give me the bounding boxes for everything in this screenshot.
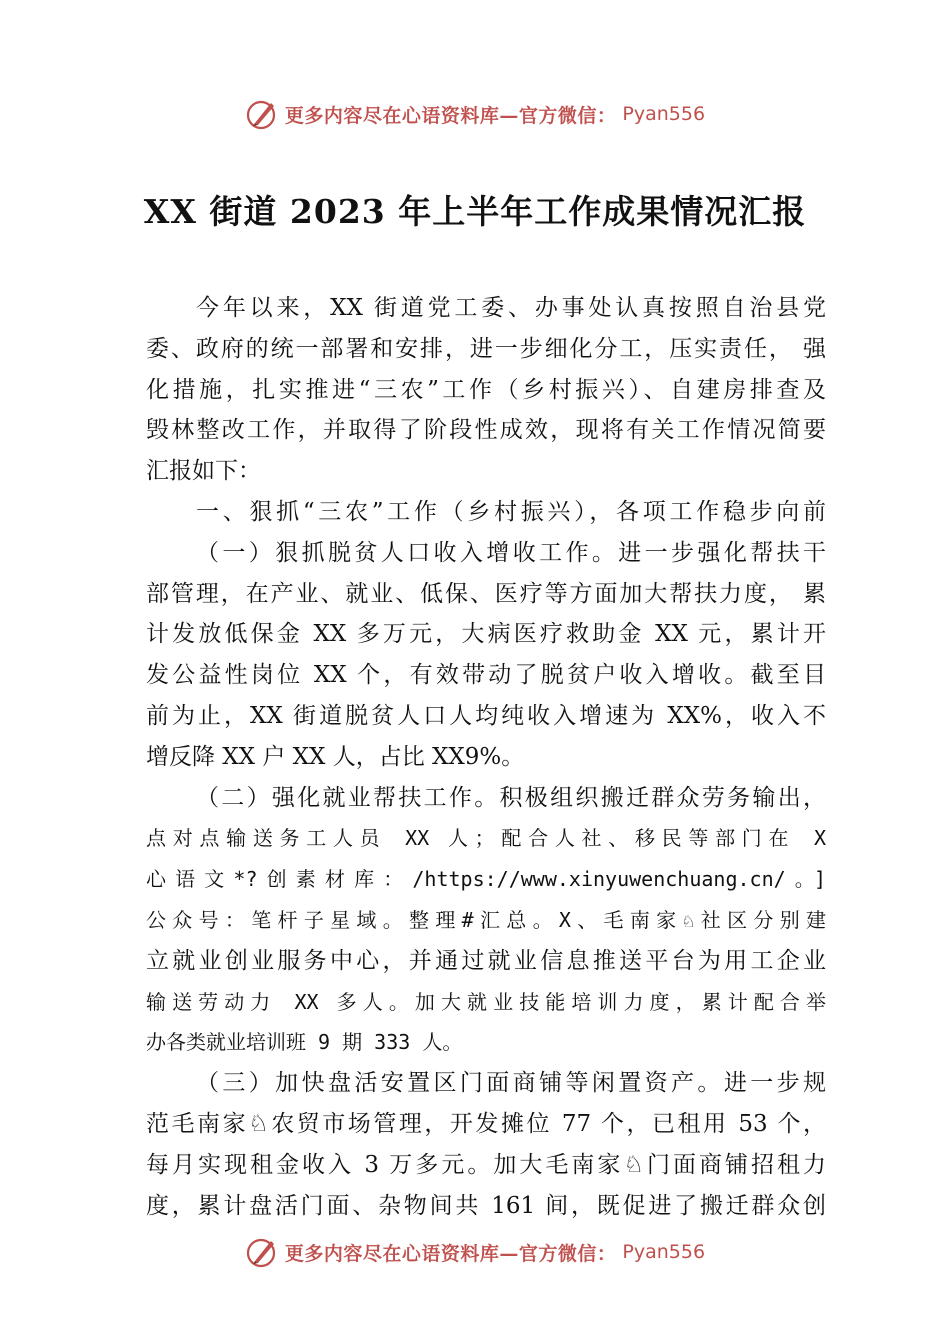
body-text-line: 化措施，扎实推进“三农”工作（乡村振兴）、自建房排查及 bbox=[146, 376, 826, 403]
body-text-line: 立就业创业服务中心，并通过就业信息推送平台为用工企业 bbox=[146, 947, 826, 974]
body-text-line: 每月实现租金收入 3 万多元。加大毛南家♘门面商铺招租力 bbox=[146, 1151, 826, 1178]
body-text-line: 发公益性岗位 XX 个，有效带动了脱贫户收入增收。截至目 bbox=[146, 662, 826, 689]
body-text-line: 部管理，在产业、就业、低保、医疗等方面加大帮扶力度， 累 bbox=[146, 580, 826, 607]
banner-text: 更多内容尽在心语资料库—官方微信： bbox=[284, 104, 617, 127]
header-watermark-banner bbox=[0, 94, 950, 134]
body-text-line: 一、狠抓“三农”工作（乡村振兴），各项工作稳步向前 bbox=[196, 498, 826, 525]
footer-watermark-banner bbox=[0, 1232, 950, 1272]
banner-text: 更多内容尽在心语资料库—官方微信： bbox=[284, 1242, 617, 1265]
body-text-line: 办各类就业培训班 9 期 333 人。 bbox=[146, 1030, 463, 1055]
body-text-line: 委、政府的统一部署和安排，进一步细化分工，压实责任， 强 bbox=[146, 335, 826, 362]
body-text-line: 心语文*?创素材库：/https://www.xinyuwenchuang.cn/。] bbox=[146, 867, 826, 892]
document-body bbox=[146, 288, 826, 1226]
pen-logo-icon bbox=[245, 1235, 279, 1269]
body-text-line: 毁林整改工作，并取得了阶段性成效，现将有关工作情况简要 bbox=[146, 417, 826, 444]
body-text-line: （二）强化就业帮扶工作。积极组织搬迁群众劳务输出， bbox=[196, 784, 826, 811]
body-text-line: （一）狠抓脱贫人口收入增收工作。进一步强化帮扶干 bbox=[196, 539, 826, 566]
body-text-line: 公众号：笔杆子星域。整理#汇总。X、毛南家♘社区分别建 bbox=[146, 907, 826, 932]
banner-wechat-id: Pyan556 bbox=[622, 1241, 706, 1263]
body-text-line: 计发放低保金 XX 多万元，大病医疗救助金 XX 元，累计开 bbox=[146, 621, 826, 648]
body-text-line: 增反降 XX 户 XX 人，占比 XX9%。 bbox=[146, 743, 525, 770]
body-text-line: 前为止，XX 街道脱贫人口人均纯收入增速为 XX%，收入不 bbox=[146, 702, 826, 729]
body-text-line: （三）加快盘活安置区门面商铺等闲置资产。进一步规 bbox=[196, 1070, 826, 1097]
pen-logo-icon bbox=[245, 97, 279, 131]
body-text-line: 点对点输送务工人员 XX 人；配合人社、移民等部门在 X bbox=[146, 826, 826, 851]
body-text-line: 范毛南家♘农贸市场管理，开发摊位 77 个，已租用 53 个， bbox=[146, 1110, 826, 1137]
body-text-line: 汇报如下： bbox=[146, 458, 261, 485]
document-title: XX 街道 2023 年上半年工作成果情况汇报 bbox=[143, 192, 807, 231]
body-text-line: 度，累计盘活门面、杂物间共 161 间，既促进了搬迁群众创 bbox=[146, 1192, 826, 1219]
body-text-line: 输送劳动力 XX 多人。加大就业技能培训力度，累计配合举 bbox=[146, 989, 826, 1014]
body-text-line: 今年以来，XX 街道党工委、办事处认真按照自治县党 bbox=[196, 295, 826, 321]
banner-wechat-id: Pyan556 bbox=[622, 103, 706, 125]
